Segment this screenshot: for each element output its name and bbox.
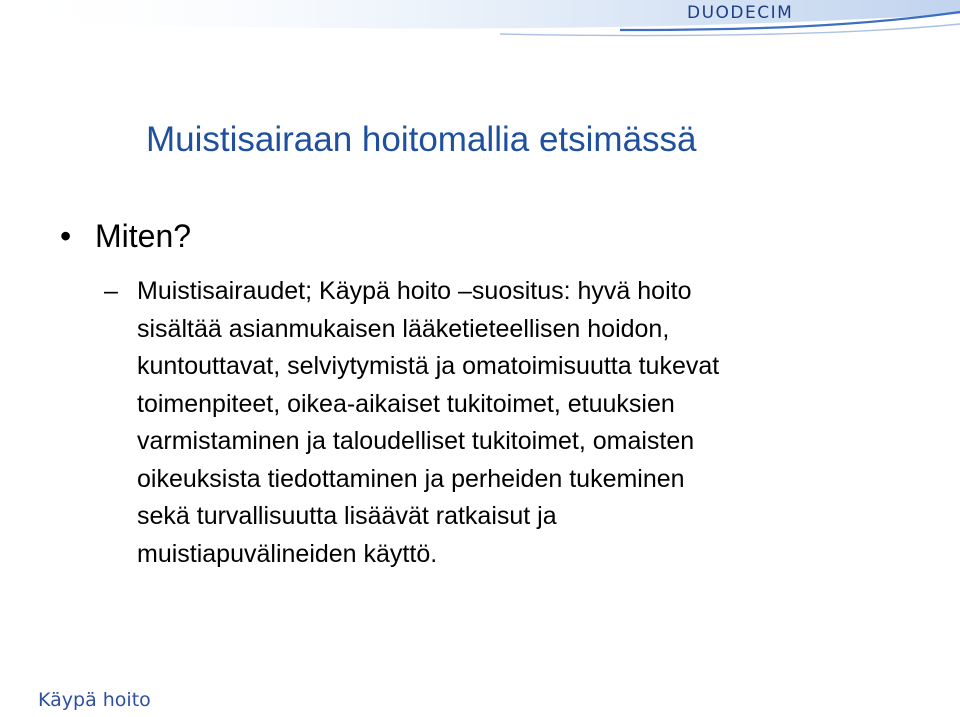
- bullet-level2-text: [137, 273, 897, 573]
- text-line: varmistaminen ja taloudelliset tukitoimet, omaisten: [137, 427, 695, 455]
- dash-marker: –: [104, 277, 118, 305]
- bullet-marker: •: [60, 218, 72, 254]
- text-line: toimenpiteet, oikea-aikaiset tukitoimet, etuuksien: [137, 389, 675, 418]
- text-line: oikeuksista tiedottaminen ja perheiden tukeminen: [137, 464, 685, 493]
- text-line: kuntouttavat, selviytymistä ja omatoimisuutta tukevat: [137, 352, 720, 380]
- text-line: muistiapuvälineiden käyttö.: [137, 539, 438, 568]
- slide-title: Muistisairaan hoitomallia etsimässä: [146, 120, 697, 159]
- bullet-level1-text: Miten?: [95, 218, 192, 254]
- text-line: sisältää asianmukaisen lääketieteellisen hoidon,: [137, 314, 670, 343]
- text-line: Muistisairaudet; Käypä hoito –suositus: hyvä hoito: [137, 277, 692, 305]
- text-line: sekä turvallisuutta lisäävät ratkaisut ja: [137, 502, 557, 530]
- header-wave-decoration: [0, 0, 960, 60]
- duodecim-logo: DUODECIM: [687, 3, 794, 23]
- kaypa-hoito-logo: Käypä hoito: [38, 689, 151, 711]
